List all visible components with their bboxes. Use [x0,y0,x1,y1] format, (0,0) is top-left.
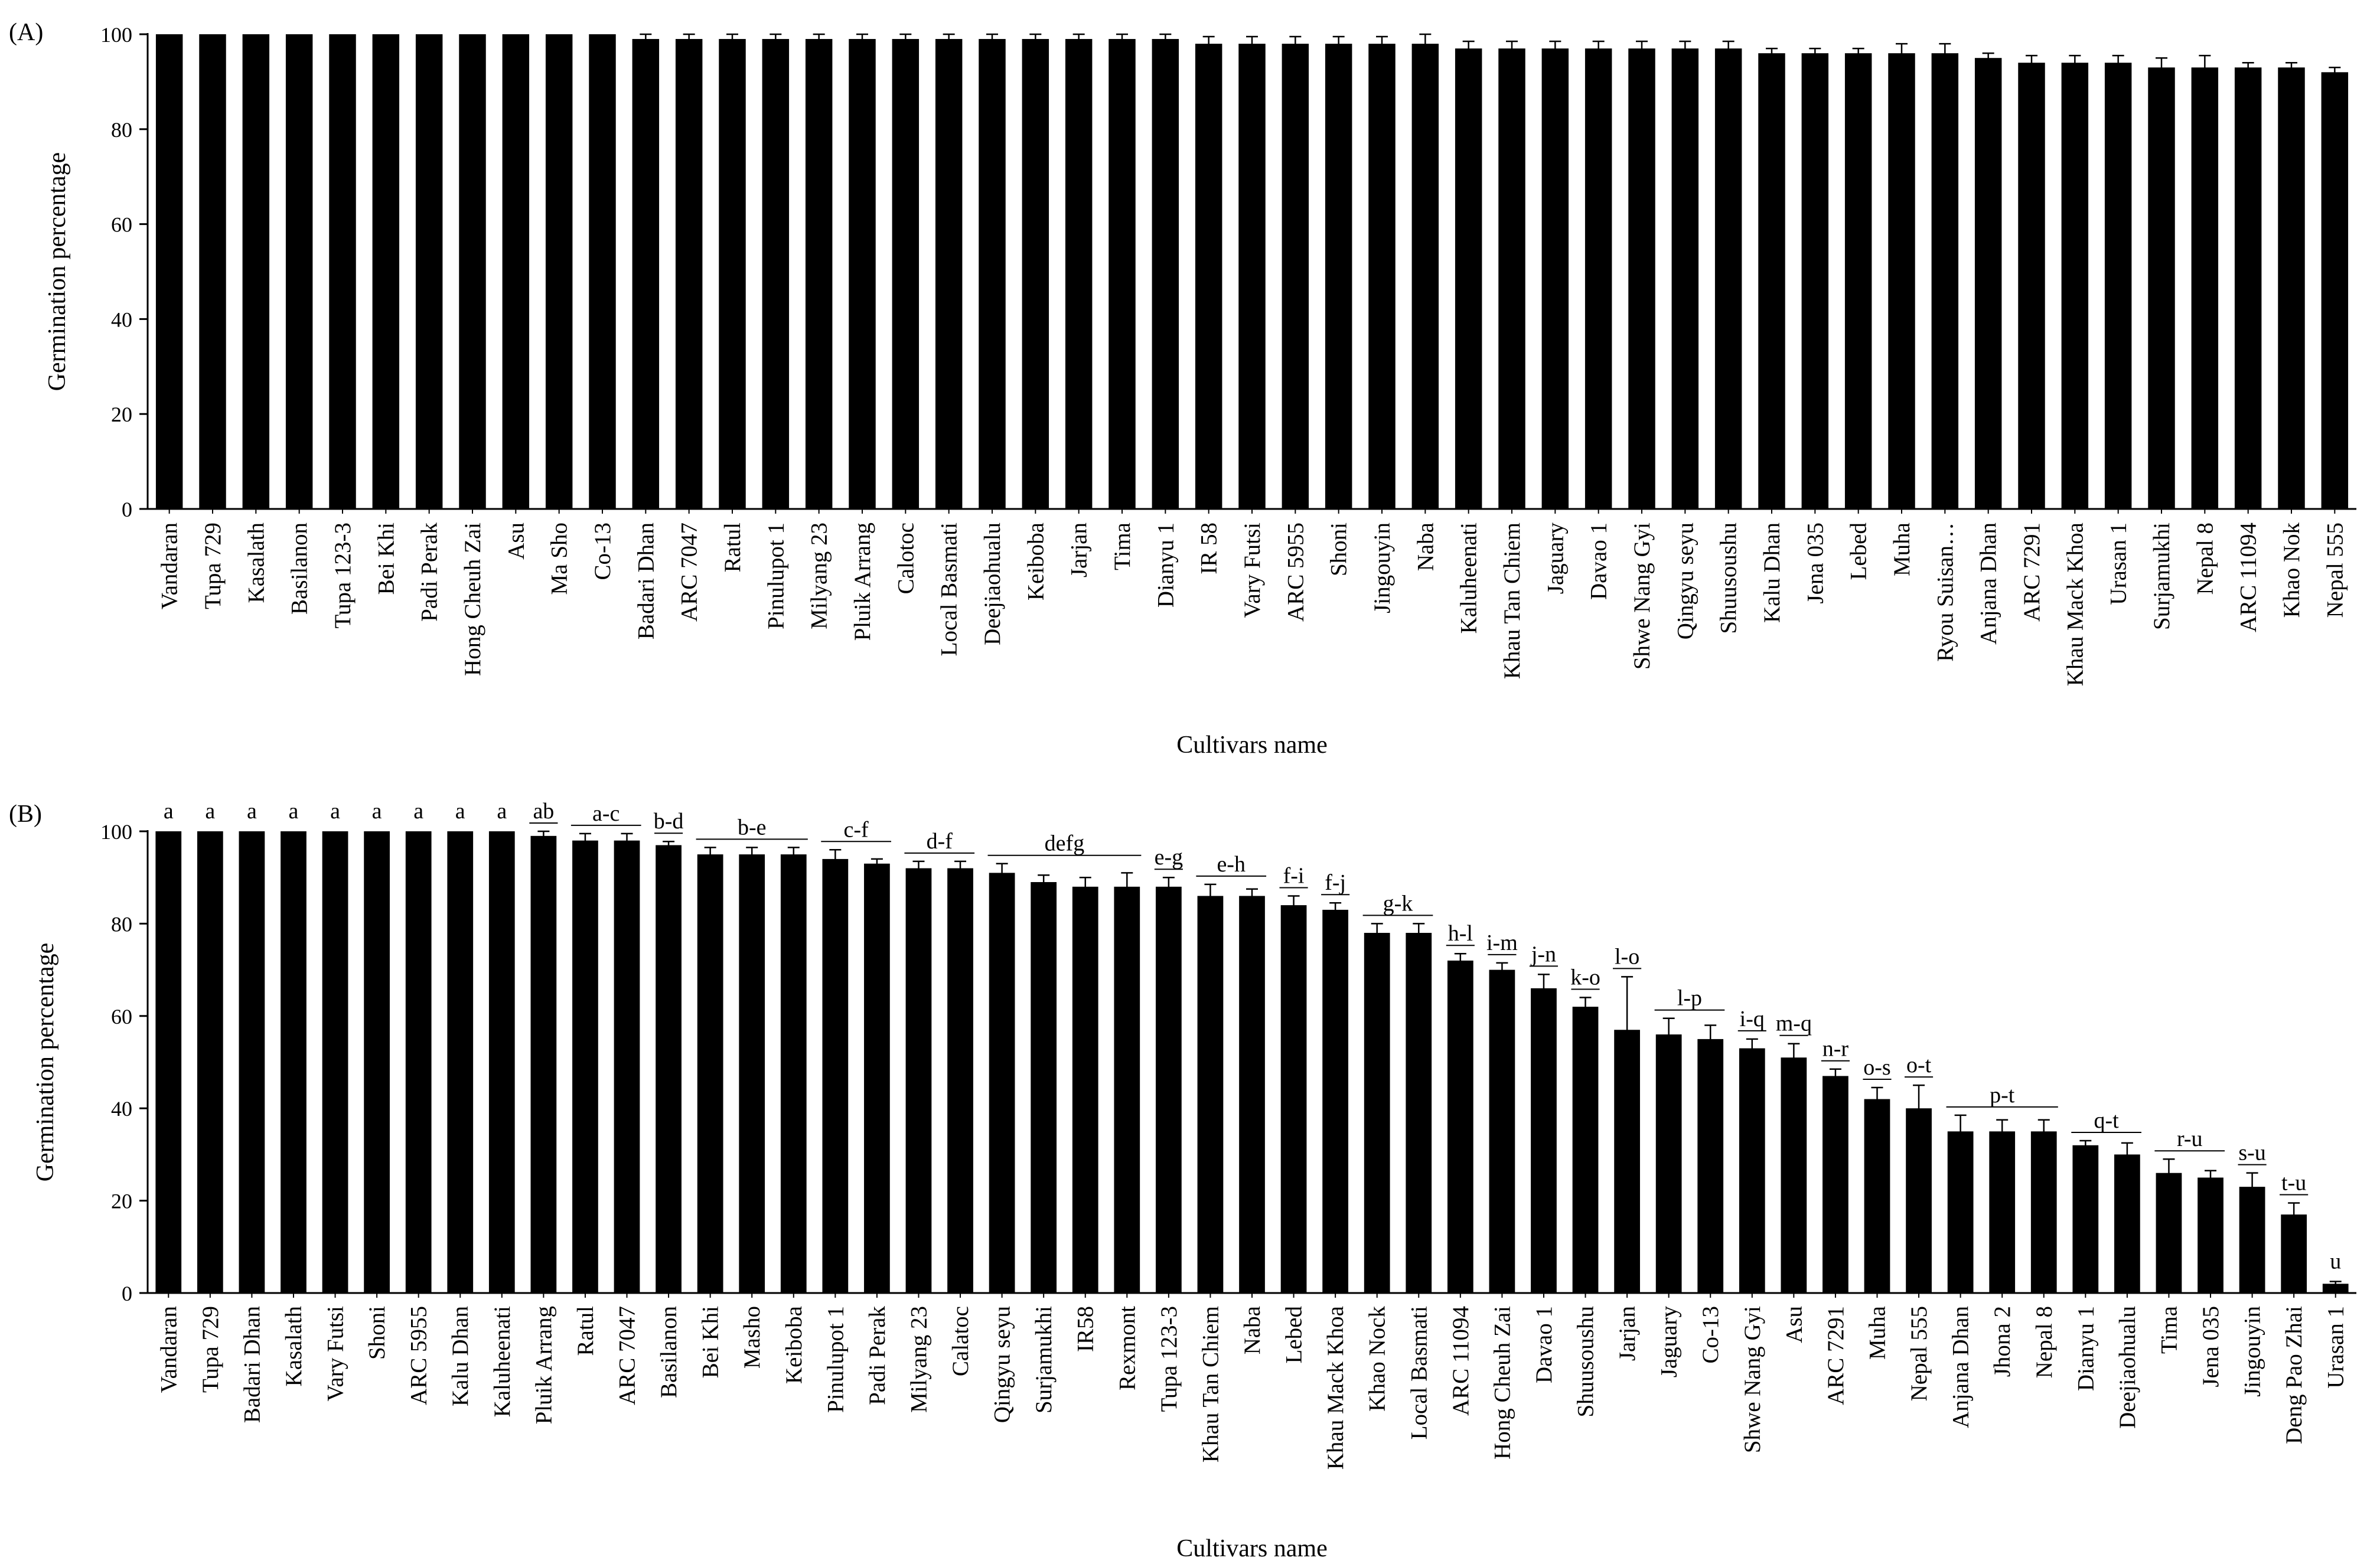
category-label: Khau Mack Khoa [1323,1306,1349,1470]
bar [1906,1108,1932,1293]
bar [1845,53,1872,509]
category-label: Jaguary [1543,523,1569,595]
significance-label: j-n [1531,942,1557,967]
panel-b [9,799,2356,1562]
category-label: Jarjan [1066,523,1092,578]
bar [2072,1145,2098,1293]
significance-label: r-u [2176,1127,2203,1152]
bar [2114,1154,2140,1293]
category-label: Hong Cheuh Zai [460,523,485,676]
bar [1542,48,1569,509]
category-label: Vary Futsi [322,1306,348,1402]
bar [329,34,356,509]
category-label: Shuusoushu [1573,1306,1599,1418]
significance-label: a [497,799,507,824]
bar [1322,910,1348,1293]
bar [1325,44,1352,509]
bar [1739,1049,1765,1293]
bar [2239,1187,2265,1293]
category-label: Co-13 [1698,1306,1724,1364]
bar [822,859,848,1293]
category-label: Ma Sho [546,523,572,595]
y-tick-label: 40 [111,308,132,332]
bar [1156,887,1182,1293]
category-label: Nepal 555 [1906,1306,1932,1402]
category-label: Hong Cheuh Zai [1489,1306,1515,1459]
bar [199,34,226,509]
bar [531,836,557,1293]
bar [1989,1131,2015,1293]
category-label: Vandaran [156,1306,182,1393]
bar [2235,67,2261,509]
significance-label: a [413,799,424,824]
bar [286,34,312,509]
category-label: Dianyu 1 [2073,1306,2099,1392]
category-label: Basilanon [286,523,312,615]
bar [719,39,745,509]
significance-label: i-q [1739,1006,1765,1031]
category-label: Jingouyin [2239,1306,2265,1397]
significance-label: q-t [2094,1108,2119,1133]
panel-label: (A) [9,19,44,46]
category-label: Badari Dhan [239,1306,265,1423]
y-tick-label: 100 [100,23,132,47]
category-label: Jhona 2 [1990,1306,2016,1377]
significance-label: a-c [592,801,620,826]
bar [849,39,875,509]
category-label: Padi Perak [864,1306,890,1405]
y-tick-label: 60 [111,1004,132,1028]
bar [1531,988,1557,1293]
bar [364,831,390,1293]
y-tick-label: 100 [100,820,132,844]
bar [322,831,348,1293]
category-label: Urasan 1 [2105,523,2131,605]
significance-label: a [205,799,216,824]
significance-label: b-d [653,809,684,834]
bar [2192,67,2218,509]
bar [2148,67,2174,509]
category-label: Lebed [1846,523,1872,580]
category-label: Khao Nock [1364,1306,1390,1412]
significance-label: e-h [1217,851,1246,877]
category-label: Deejiaohualu [980,523,1005,645]
bar [1864,1099,1890,1293]
bar [156,34,182,509]
bar [1406,933,1432,1293]
significance-label: a [288,799,299,824]
category-label: Local Basmati [1406,1306,1432,1440]
category-label: Anjana Dhan [1975,523,2001,645]
category-label: Calotoc [893,523,919,595]
bar [1152,39,1179,509]
bar [1573,1007,1599,1293]
significance-label: l-p [1677,985,1703,1011]
category-label: Jena 035 [2198,1306,2224,1387]
significance-label: u [2330,1249,2342,1274]
category-label: Muha [1889,523,1915,576]
category-label: Muha [1864,1306,1890,1360]
y-tick-label: 40 [111,1097,132,1121]
category-label: ARC 7291 [2019,523,2045,622]
bar [1065,39,1092,509]
bar [503,34,529,509]
bar [1195,44,1222,509]
category-label: Khao Nok [2279,523,2304,618]
y-tick-label: 0 [122,1282,132,1305]
bar [2062,63,2088,509]
category-label: Ryou Suisan… [1932,523,1958,662]
category-label: Anjana Dhan [1948,1306,1974,1428]
bar [614,841,640,1293]
bar [281,831,307,1293]
bar [1022,39,1049,509]
category-label: Basilanon [656,1306,682,1398]
category-label: Jingouyin [1370,523,1395,613]
bar [1109,39,1135,509]
y-tick-label: 80 [111,912,132,936]
bar [1447,961,1473,1293]
bar [633,39,659,509]
category-label: Asu [1781,1306,1807,1343]
bar [2156,1173,2182,1293]
significance-label: l-o [1614,944,1640,969]
significance-label: b-e [737,815,767,840]
category-label: Tupa 729 [200,523,226,610]
category-label: Shwe Nang Gyi [1739,1306,1765,1454]
bar [1823,1076,1848,1293]
category-label: Jena 035 [1802,523,1828,604]
category-label: Dianyu 1 [1153,523,1179,608]
bar [2018,63,2045,509]
category-label: ARC 11094 [2235,523,2261,632]
bar [806,39,832,509]
category-label: Tupa 123-3 [330,523,356,629]
bar [572,841,598,1293]
bar [1282,44,1309,509]
bar [197,831,223,1293]
category-label: Keiboba [781,1306,807,1385]
significance-label: ab [533,799,555,824]
bar [979,39,1005,509]
category-label: Deng Pao Zhai [2281,1306,2307,1444]
bar [406,831,432,1293]
bar [243,34,269,509]
x-axis-label: Cultivars name [1176,1535,1328,1562]
category-label: Keiboba [1023,523,1049,601]
category-label: Kasalath [243,523,269,603]
category-label: Kalu Dhan [1759,523,1785,623]
bar [1198,896,1224,1293]
significance-label: s-u [2238,1140,2266,1165]
category-label: ARC 7047 [614,1306,640,1405]
significance-label: m-q [1775,1011,1812,1036]
bar [155,831,181,1293]
significance-label: a [330,799,340,824]
category-label: Naba [1240,1306,1265,1355]
bar [1498,48,1525,509]
category-label: Bei Khi [373,523,399,595]
y-tick-label: 20 [111,1189,132,1213]
category-label: Kalu Dhan [448,1306,474,1407]
significance-label: p-t [1990,1082,2015,1108]
category-label: Ratul [572,1306,598,1356]
bar [1239,896,1265,1293]
category-label: Milyang 23 [806,523,832,629]
bar [1364,933,1390,1293]
bar [781,854,807,1293]
category-label: Tupa 123-3 [1156,1306,1182,1412]
bar [762,39,789,509]
category-label: Badari Dhan [633,523,659,640]
significance-label: o-s [1863,1055,1891,1080]
bar [656,845,682,1293]
category-label: Calatoc [948,1306,974,1377]
category-label: Shoni [1326,523,1352,577]
category-label: Davao 1 [1586,523,1612,600]
significance-label: a [163,799,174,824]
bar [416,34,442,509]
bar [1781,1057,1807,1293]
category-label: Naba [1413,523,1439,572]
significance-label: a [455,799,465,824]
bar [1948,1131,1974,1293]
bar [2031,1131,2057,1293]
significance-label: i-m [1486,930,1518,955]
category-label: ARC 7047 [676,523,702,622]
bar [1672,48,1698,509]
panel-a [9,19,2356,759]
significance-label: a [371,799,382,824]
category-label: Shoni [364,1306,390,1360]
category-label: Tima [1110,523,1135,570]
category-label: Surjamukhi [2149,523,2174,630]
bar [373,34,399,509]
bar [2278,67,2304,509]
bar [1802,53,1828,509]
category-label: Qingyu seyu [989,1306,1015,1423]
significance-label: defg [1044,831,1085,856]
category-label: Qingyu seyu [1672,523,1698,640]
significance-label: f-j [1325,870,1347,896]
category-label: Lebed [1281,1306,1307,1364]
category-label: Masho [739,1306,765,1369]
category-label: Pluik Arrang [850,523,875,641]
category-label: Shwe Nang Gyi [1629,523,1655,670]
bar [1932,53,1958,509]
bar [1114,887,1140,1293]
significance-label: h-l [1447,921,1473,946]
category-label: Nepal 8 [2192,523,2218,595]
category-label: Vary Futsi [1240,523,1265,618]
category-label: IR 58 [1196,523,1222,574]
y-tick-label: 0 [122,498,132,521]
bar [1455,48,1482,509]
category-label: Jarjan [1615,1306,1641,1361]
category-label: Vandaran [157,523,182,610]
bar [1758,53,1785,509]
category-label: Milyang 23 [906,1306,932,1413]
bar [1368,44,1395,509]
bar [1072,887,1098,1293]
y-tick-label: 80 [111,117,132,142]
bar [989,873,1015,1293]
bar [546,34,572,509]
category-label: Pinulupot 1 [823,1306,849,1413]
significance-label: f-i [1283,863,1305,889]
category-label: Asu [503,523,529,560]
category-label: Pinulupot 1 [763,523,789,629]
significance-label: t-u [2281,1170,2307,1196]
x-axis-label: Cultivars name [1176,732,1328,759]
bar [1412,44,1439,509]
significance-label: o-t [1906,1053,1932,1078]
category-label: Deejiaohualu [2114,1306,2140,1429]
category-label: Bei Khi [697,1306,723,1379]
bar [2322,72,2348,509]
category-label: Kaluheenati [1456,523,1482,634]
category-label: Urasan 1 [2323,1305,2349,1389]
bar [1281,905,1307,1293]
significance-label: k-o [1570,965,1600,990]
y-axis-label: Germination percentage [32,942,59,1182]
category-label: Davao 1 [1531,1306,1557,1384]
category-label: ARC 5955 [1283,523,1309,622]
category-label: Co-13 [590,523,615,580]
bar [447,831,473,1293]
y-tick-label: 20 [111,403,132,427]
bar [947,868,973,1293]
bar [1975,58,2001,509]
bar [1888,53,1915,509]
bar [589,34,615,509]
category-label: Pluik Arrang [531,1306,557,1425]
category-label: Kasalath [281,1306,307,1387]
category-label: Surjamukhi [1031,1306,1057,1413]
category-label: Tupa 729 [197,1306,223,1393]
category-label: ARC 11094 [1447,1306,1473,1416]
bar [864,864,890,1293]
bar [1715,48,1742,509]
category-label: Khau Tan Chiem [1499,523,1525,680]
category-label: Padi Perak [416,523,442,622]
category-label: Kaluheenati [489,1306,515,1418]
category-label: Ratul [720,523,745,573]
panel-label: (B) [9,801,42,828]
bar [2105,63,2131,509]
bar [935,39,962,509]
significance-label: n-r [1822,1036,1849,1062]
bar [1489,970,1515,1293]
bar [489,831,515,1293]
bar [1031,882,1057,1293]
category-label: Local Basmati [936,523,962,657]
bar [1585,48,1612,509]
category-label: ARC 7291 [1823,1306,1848,1405]
bar [239,831,265,1293]
bar [892,39,919,509]
category-label: Rexmont [1114,1306,1140,1390]
bar [906,868,932,1293]
bar [1697,1039,1723,1293]
y-tick-label: 60 [111,213,132,237]
bar [1628,48,1655,509]
bar [739,854,765,1293]
bar [1238,44,1265,509]
bar [2198,1178,2223,1294]
category-label: Jaguary [1656,1306,1682,1378]
significance-label: d-f [926,828,953,854]
category-label: Shuusoushu [1716,523,1742,634]
significance-label: a [246,799,257,824]
category-label: Nepal 8 [2031,1306,2057,1379]
category-label: Khau Mack Khoa [2062,523,2088,687]
category-label: ARC 5955 [406,1306,432,1405]
significance-label: g-k [1383,891,1413,916]
significance-label: c-f [843,817,869,843]
bar [1656,1034,1682,1293]
bar [676,39,702,509]
category-label: Tima [2156,1306,2182,1354]
significance-label: e-g [1154,845,1184,870]
bar [697,854,723,1293]
bar [459,34,485,509]
category-label: Nepal 555 [2322,522,2348,618]
y-axis-label: Germination percentage [44,152,71,391]
category-label: Khau Tan Chiem [1198,1306,1224,1463]
category-label: IR58 [1072,1306,1098,1352]
